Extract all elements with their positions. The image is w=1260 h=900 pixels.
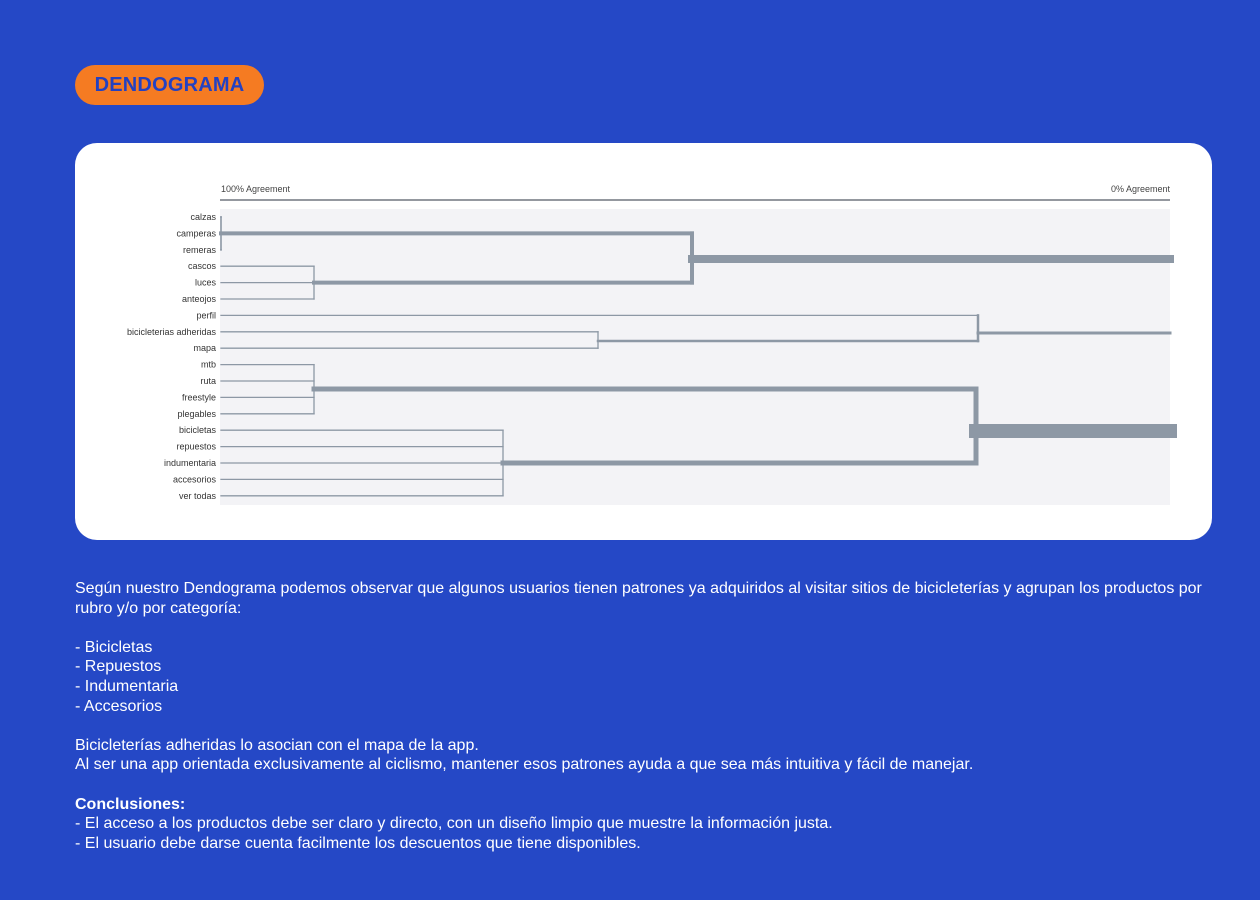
paragraph-adheridas: Bicicleterías adheridas lo asocian con el mapa de la app. (75, 736, 479, 754)
leaf-label: camperas (176, 228, 216, 239)
leaf-label: repuestos (176, 441, 216, 452)
conclusions-title: Conclusiones: (75, 795, 186, 813)
leaf-label: accesorios (172, 474, 216, 485)
paragraph-app: Al ser una app orientada exclusivamente al ciclismo, mantener esos patrones ayuda a que sea más intuitiva y fácil de manejar. (75, 756, 974, 774)
leaf-label: luces (194, 277, 216, 288)
list-item: - Accesorios (75, 697, 163, 715)
leaf-label: plegables (177, 408, 216, 419)
intro-paragraph: Según nuestro Dendograma podemos observar que algunos usuarios tienen patrones ya adquiridos al visitar sitios de bicicleterías y agrupan los productos por rubro y/o por categoría: (75, 580, 1202, 617)
leaf-label: mapa (193, 343, 216, 354)
leaf-label: ruta (200, 376, 216, 386)
leaf-label: indumentaria (163, 458, 216, 468)
leaf-label: perfil (196, 310, 216, 321)
leaf-label: bicicleterias adheridas (126, 326, 216, 337)
section-badge: DENDOGRAMA (75, 65, 264, 105)
leaf-label: freestyle (181, 392, 216, 403)
leaf-label: remeras (182, 244, 216, 255)
leaf-label: ver todas (178, 490, 216, 501)
scale-right-label: 0% Agreement (1110, 184, 1170, 194)
leaf-label: anteojos (181, 294, 216, 304)
leaf-label: cascos (187, 261, 216, 272)
conclusion-item: - El acceso a los productos debe ser claro y directo, con un diseño limpio que muestre la información justa. (75, 815, 833, 833)
leaf-label: mtb (200, 359, 216, 370)
list-item: - Repuestos (75, 658, 162, 676)
scale-left-label: 100% Agreement (221, 184, 291, 194)
leaf-label: bicicletas (178, 425, 216, 436)
conclusion-item: - El usuario debe darse cuenta facilmente los descuentos que tiene disponibles. (75, 834, 641, 852)
dendrogram-chart (75, 143, 1212, 540)
leaf-labels (127, 212, 217, 501)
description-text (75, 579, 1215, 853)
dendrogram-card (75, 143, 1212, 540)
leaf-label: calzas (190, 212, 216, 222)
list-item: - Bicicletas (75, 638, 153, 656)
list-item: - Indumentaria (75, 677, 179, 695)
